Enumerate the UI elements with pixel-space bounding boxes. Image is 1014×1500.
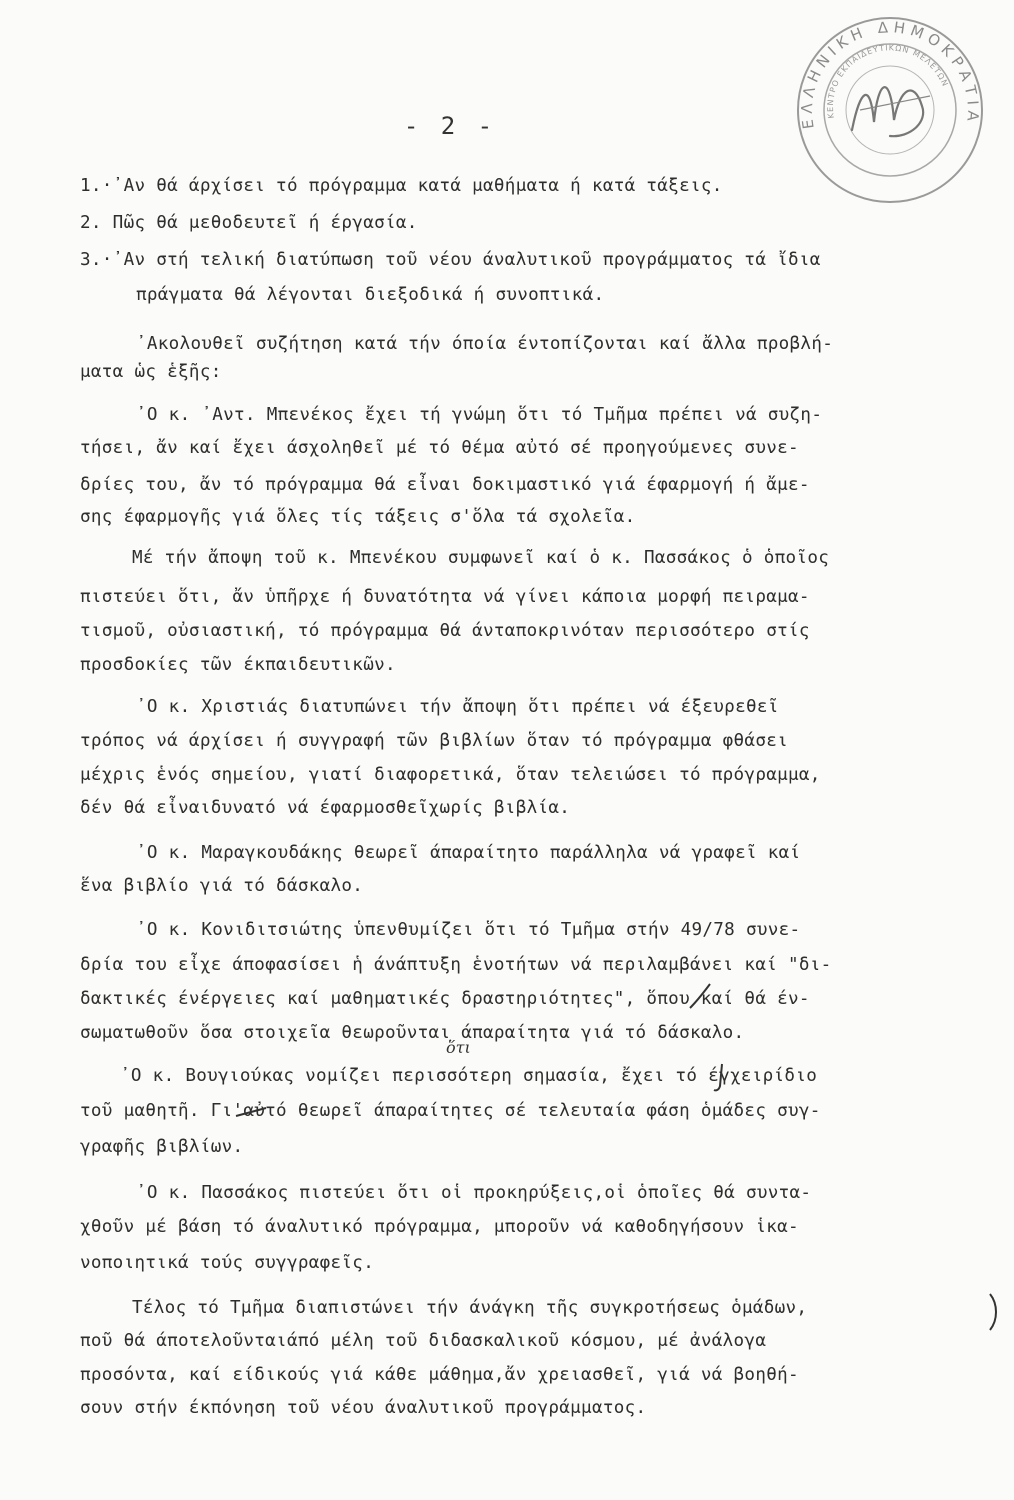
text-line: ποῦ θά άποτελοῦνταιάπό μέλη τοῦ διδασκαλικοῦ κόσμου, μέ ἀνάλογα — [80, 1331, 767, 1351]
text-line: προσόντα, καί είδικούς γιά κάθε μάθημα,ἄν χρειασθεῖ, γιά νά βοηθή- — [80, 1365, 799, 1385]
text-line: 1.·᾽Αν θά άρχίσει τό πρόγραμμα κατά μαθήματα ή κατά τάξεις. — [80, 176, 723, 196]
text-line: δρία του εἶχε άποφασίσει ἡ άνάπτυξη ἑνοτήτων νά περιλαμβάνει καί "δι- — [80, 955, 832, 975]
text-line: τοῦ μαθητῆ. Γι'αὐτό θεωρεῖ άπαραίτητες σέ τελευταία φάση ὁμάδες συγ- — [80, 1101, 821, 1121]
svg-text:ΕΛΛΗΝΙΚΗ ΔΗΜΟΚΡΑΤΙΑ: ΕΛΛΗΝΙΚΗ ΔΗΜΟΚΡΑΤΙΑ — [797, 18, 983, 131]
text-line: ᾽Ακολουθεῖ συζήτηση κατά τήν όποία έντοπίζονται καί ἄλλα προβλή- — [136, 334, 834, 354]
text-line: νοποιητικά τούς συγγραφεῖς. — [80, 1253, 375, 1273]
svg-text:ΚΕΝΤΡΟ ΕΚΠΑΙΔΕΥΤΙΚΩΝ ΜΕΛΕΤΩΝ: ΚΕΝΤΡΟ ΕΚΠΑΙΔΕΥΤΙΚΩΝ ΜΕΛΕΤΩΝ — [825, 43, 950, 120]
text-line: σης έφαρμογῆς γιά ὅλες τίς τάξεις σ'ὅλα τά σχολεῖα. — [80, 507, 636, 527]
page-number: - 2 - — [403, 112, 497, 140]
text-line: γραφῆς βιβλίων. — [80, 1137, 244, 1157]
text-line: τισμοῦ, οὐσιαστική, τό πρόγραμμα θά άνταποκρινόταν περισσότερο στίς — [80, 621, 810, 641]
text-line: 3.·᾽Αν στή τελική διατύπωση τοῦ νέου άναλυτικοῦ προγράμματος τά ἴδια — [80, 250, 821, 270]
text-line: πράγματα θά λέγονται διεξοδικά ή συνοπτικά. — [136, 285, 605, 305]
text-line: ἕνα βιβλίο γιά τό δάσκαλο. — [80, 876, 364, 896]
text-line: μέχρις ἑνός σημείου, γιατί διαφορετικά, ὅταν τελειώσει τό πρόγραμμα, — [80, 765, 821, 785]
text-line: 2. Πῶς θά μεθοδευτεῖ ή έργασία. — [80, 213, 418, 233]
handwritten-bracket-mark — [984, 1290, 1008, 1334]
handwritten-annotation: ὅτι — [446, 1038, 471, 1057]
text-line: δέν θά εἶναιδυνατό νά έφαρμοσθεῖχωρίς βιβλία. — [80, 798, 571, 818]
text-line: τρόπος νά άρχίσει ή συγγραφή τῶν βιβλίων ὅταν τό πρόγραμμα φθάσει — [80, 731, 789, 751]
text-line: δρίες του, ἄν τό πρόγραμμα θά εἶναι δοκιμαστικό γιά έφαρμογή ή ἄμε- — [80, 475, 810, 495]
text-line: ᾽Ο κ. Χριστιάς διατυπώνει τήν ἄποψη ὅτι πρέπει νά έξευρεθεῖ — [136, 697, 779, 717]
text-line: ᾽Ο κ. ᾽Αντ. Μπενέκος ἔχει τή γνώμη ὅτι τό Τμῆμα πρέπει νά συζη- — [136, 405, 823, 425]
text-line: ᾽Ο κ. Μαραγκουδάκης θεωρεῖ άπαραίτητο παράλληλα νά γραφεῖ καί — [136, 843, 801, 863]
text-line: τήσει, ἄν καί ἔχει άσχοληθεῖ μέ τό θέμα αὐτό σέ προηγούμενες συνε- — [80, 438, 799, 458]
text-line: ματα ὡς ἑξῆς: — [80, 362, 222, 382]
text-line: σωματωθοῦν ὅσα στοιχεῖα θεωροῦνται άπαραίτητα γιά τό δάσκαλο. — [80, 1023, 745, 1043]
text-line: προσδοκίες τῶν έκπαιδευτικῶν. — [80, 655, 396, 675]
official-seal — [790, 10, 990, 210]
text-line: χθοῦν μέ βάση τό άναλυτικό πρόγραμμα, μποροῦν νά καθοδηγήσουν ἱκα- — [80, 1217, 799, 1237]
text-line: ᾽Ο κ. Κονιδιτσιώτης ὑπενθυμίζει ὅτι τό Τμῆμα στήν 49/78 συνε- — [136, 920, 801, 940]
text-line: Μέ τήν ἄποψη τοῦ κ. Μπενέκου συμφωνεῖ καί ὁ κ. Πασσάκος ὁ ὁποῖος — [132, 548, 830, 568]
text-line: πιστεύει ὅτι, ἄν ὑπῆρχε ή δυνατότητα νά γίνει κάποια μορφή πειραμα- — [80, 587, 810, 607]
text-line: ᾽Ο κ. Πασσάκος πιστεύει ὅτι οἱ προκηρύξεις,οἱ ὁποῖες θά συντα- — [136, 1183, 812, 1203]
text-line: ᾽Ο κ. Βουγιούκας νομίζει περισσότερη σημασία, ἔχει τό έγχειρίδιο — [120, 1066, 818, 1086]
text-line: δακτικές ένέργειες καί μαθηματικές δραστηριότητες", ὅπου καί θά έν- — [80, 989, 810, 1009]
text-line: σουν στήν έκπόνηση τοῦ νέου άναλυτικοῦ προγράμματος. — [80, 1398, 647, 1418]
text-line: Τέλος τό Τμῆμα διαπιστώνει τήν άνάγκη τῆς συγκροτήσεως ὁμάδων, — [132, 1298, 808, 1318]
